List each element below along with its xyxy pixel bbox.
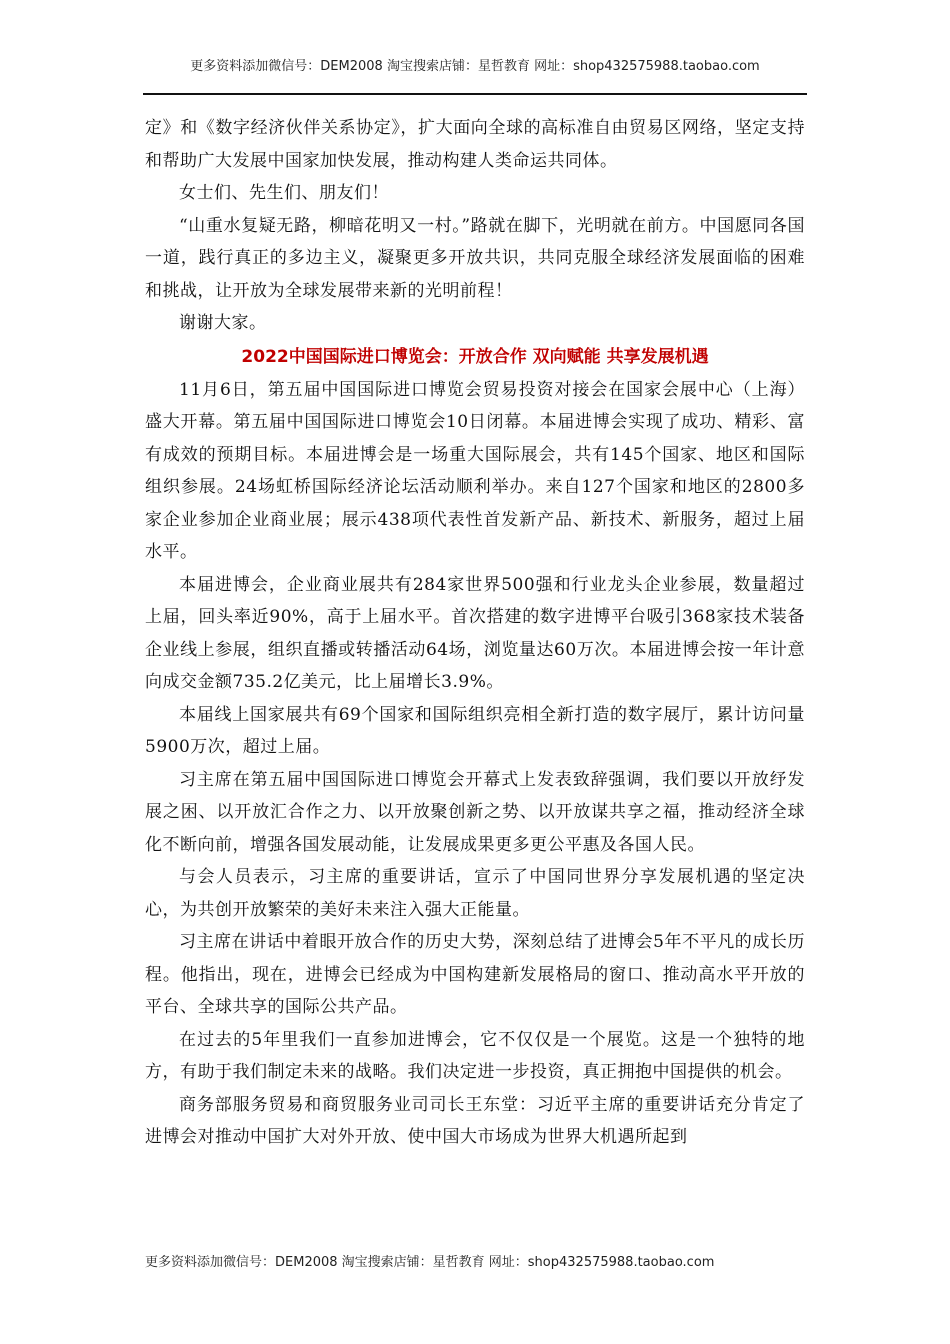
page-header: 更多资料添加微信号：DEM2008 淘宝搜索店铺：星哲教育 网址：shop432575988.taobao.com: [190, 59, 760, 74]
paragraph: 本届线上国家展共有69个国家和国际组织亮相全新打造的数字展厅，累计访问量5900万次，超过上届。: [145, 704, 805, 757]
paragraph: 女士们、先生们、朋友们！: [179, 183, 389, 203]
article-heading: 2022中国国际进口博览会：开放合作 双向赋能 共享发展机遇: [241, 346, 709, 367]
header-divider: [143, 93, 807, 95]
page-footer: 更多资料添加微信号：DEM2008 淘宝搜索店铺：星哲教育 网址：shop432575988.taobao.com: [145, 1255, 715, 1270]
paragraph: 11月6日，第五届中国国际进口博览会贸易投资对接会在国家会展中心（上海）盛大开幕。第五届中国国际进口博览会10日闭幕。本届进博会实现了成功、精彩、富有成效的预期目标。本届进博会是一场重大国际展会，共有145个国家、地区和国际组织参展。24场虹桥国际经济论坛活动顺利举办。来自127个国家和地区的2800多家企业参加企业商业展；展示438项代表性首发新产品、新技术、新服务，超过上届水平。: [145, 379, 805, 562]
paragraph: 习主席在讲话中着眼开放合作的历史大势，深刻总结了进博会5年不平凡的成长历程。他指出，现在，进博会已经成为中国构建新发展格局的窗口、推动高水平开放的平台、全球共享的国际公共产品。: [145, 932, 805, 1017]
paragraph: 在过去的5年里我们一直参加进博会，它不仅仅是一个展览。这是一个独特的地方，有助于我们制定未来的战略。我们决定进一步投资，真正拥抱中国提供的机会。: [145, 1029, 805, 1082]
paragraph: 本届进博会，企业商业展共有284家世界500强和行业龙头企业参展，数量超过上届，回头率近90%，高于上届水平。首次搭建的数字进博平台吸引368家技术装备企业线上参展，组织直播或转播活动64场，浏览量达60万次。本届进博会按一年计意向成交金额735.2亿美元，比上届增长3.9%。: [145, 574, 805, 692]
paragraph: 习主席在第五届中国国际进口博览会开幕式上发表致辞强调，我们要以开放纾发展之困、以开放汇合作之力、以开放聚创新之势、以开放谋共享之福，推动经济全球化不断向前，增强各国发展动能，让发展成果更多更公平惠及各国人民。: [145, 769, 805, 855]
paragraph: 定》和《数字经济伙伴关系协定》，扩大面向全球的高标准自由贸易区网络，坚定支持和帮助广大发展中国家加快发展，推动构建人类命运共同体。: [145, 118, 805, 171]
paragraph: 与会人员表示，习主席的重要讲话，宣示了中国同世界分享发展机遇的坚定决心，为共创开放繁荣的美好未来注入强大正能量。: [145, 867, 805, 920]
document-body: [145, 112, 805, 1154]
paragraph: 商务部服务贸易和商贸服务业司司长王东堂：习近平主席的重要讲话充分肯定了进博会对推动中国扩大对外开放、使中国大市场成为世界大机遇所起到: [145, 1094, 805, 1147]
paragraph: 谢谢大家。: [179, 313, 267, 333]
paragraph: “山重水复疑无路，柳暗花明又一村。”路就在脚下，光明就在前方。中国愿同各国一道，践行真正的多边主义，凝聚更多开放共识，共同克服全球经济发展面临的困难和挑战，让开放为全球发展带来新的光明前程！: [145, 215, 805, 301]
